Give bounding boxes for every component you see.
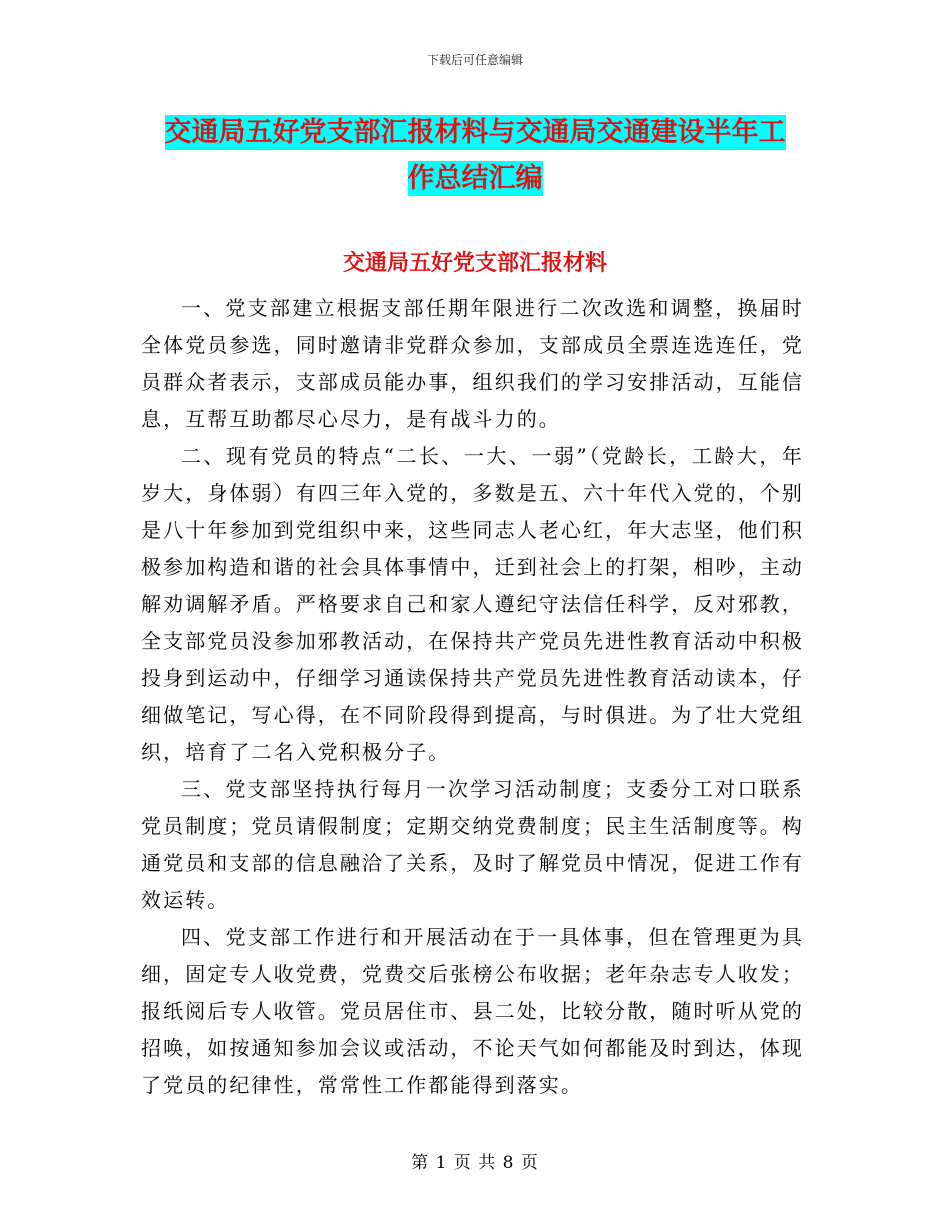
document-title-line-2: 作总结汇编 bbox=[407, 163, 543, 194]
section-heading: 交通局五好党支部汇报材料 bbox=[342, 250, 607, 276]
document-title bbox=[0, 110, 950, 202]
paragraph-4: 四、党支部工作进行和开展活动在于一具体事，但在管理更为具细，固定专人收党费，党费交后张榜公布收据；老年杂志专人收发；报纸阅后专人收管。党员居住市、县二处，比较分散，随时听从党的招唤，如按通知参加会议或活动，不论天气如何都能及时到达，体现了党员的纪律性，常常性工作都能得到落实。 bbox=[141, 925, 804, 1097]
paragraph-1: 一、党支部建立根据支部任期年限进行二次改选和调整，换届时全体党员参选，同时邀请非党群众参加，支部成员全票连选连任，党员群众者表示，支部成员能办事，组织我们的学习安排活动，互能信息，互帮互助都尽心尽力，是有战斗力的。 bbox=[141, 296, 804, 431]
document-body bbox=[141, 290, 804, 1104]
paragraph-2: 二、现有党员的特点“二长、一大、一弱”（党龄长，工龄大，年岁大，身体弱）有四三年入党的，多数是五、六十年代入党的，个别是八十年参加到党组织中来，这些同志人老心红，年大志坚，他们积极参加构造和谐的社会具体事情中，迁到社会上的打架，相吵，主动解劝调解矛盾。严格要求自己和家人遵纪守法信任科学，反对邪教，全支部党员没参加邪教活动，在保持共产党员先进性教育活动中积极投身到运动中，仔细学习通读保持共产党员先进性教育活动读本，仔细做笔记，写心得，在不同阶段得到提高，与时俱进。为了壮大党组织，培育了二名入党积极分子。 bbox=[141, 444, 804, 764]
page-number: 第 1 页 共 8 页 bbox=[411, 1153, 539, 1173]
paragraph-3: 三、党支部坚持执行每月一次学习活动制度；支委分工对口联系党员制度；党员请假制度；定期交纳党费制度；民主生活制度等。构通党员和支部的信息融洽了关系，及时了解党员中情况，促进工作有效运转。 bbox=[141, 777, 804, 912]
document-title-line-1: 交通局五好党支部汇报材料与交通局交通建设半年工 bbox=[164, 117, 786, 148]
header-note: 下载后可任意编辑 bbox=[426, 53, 523, 67]
